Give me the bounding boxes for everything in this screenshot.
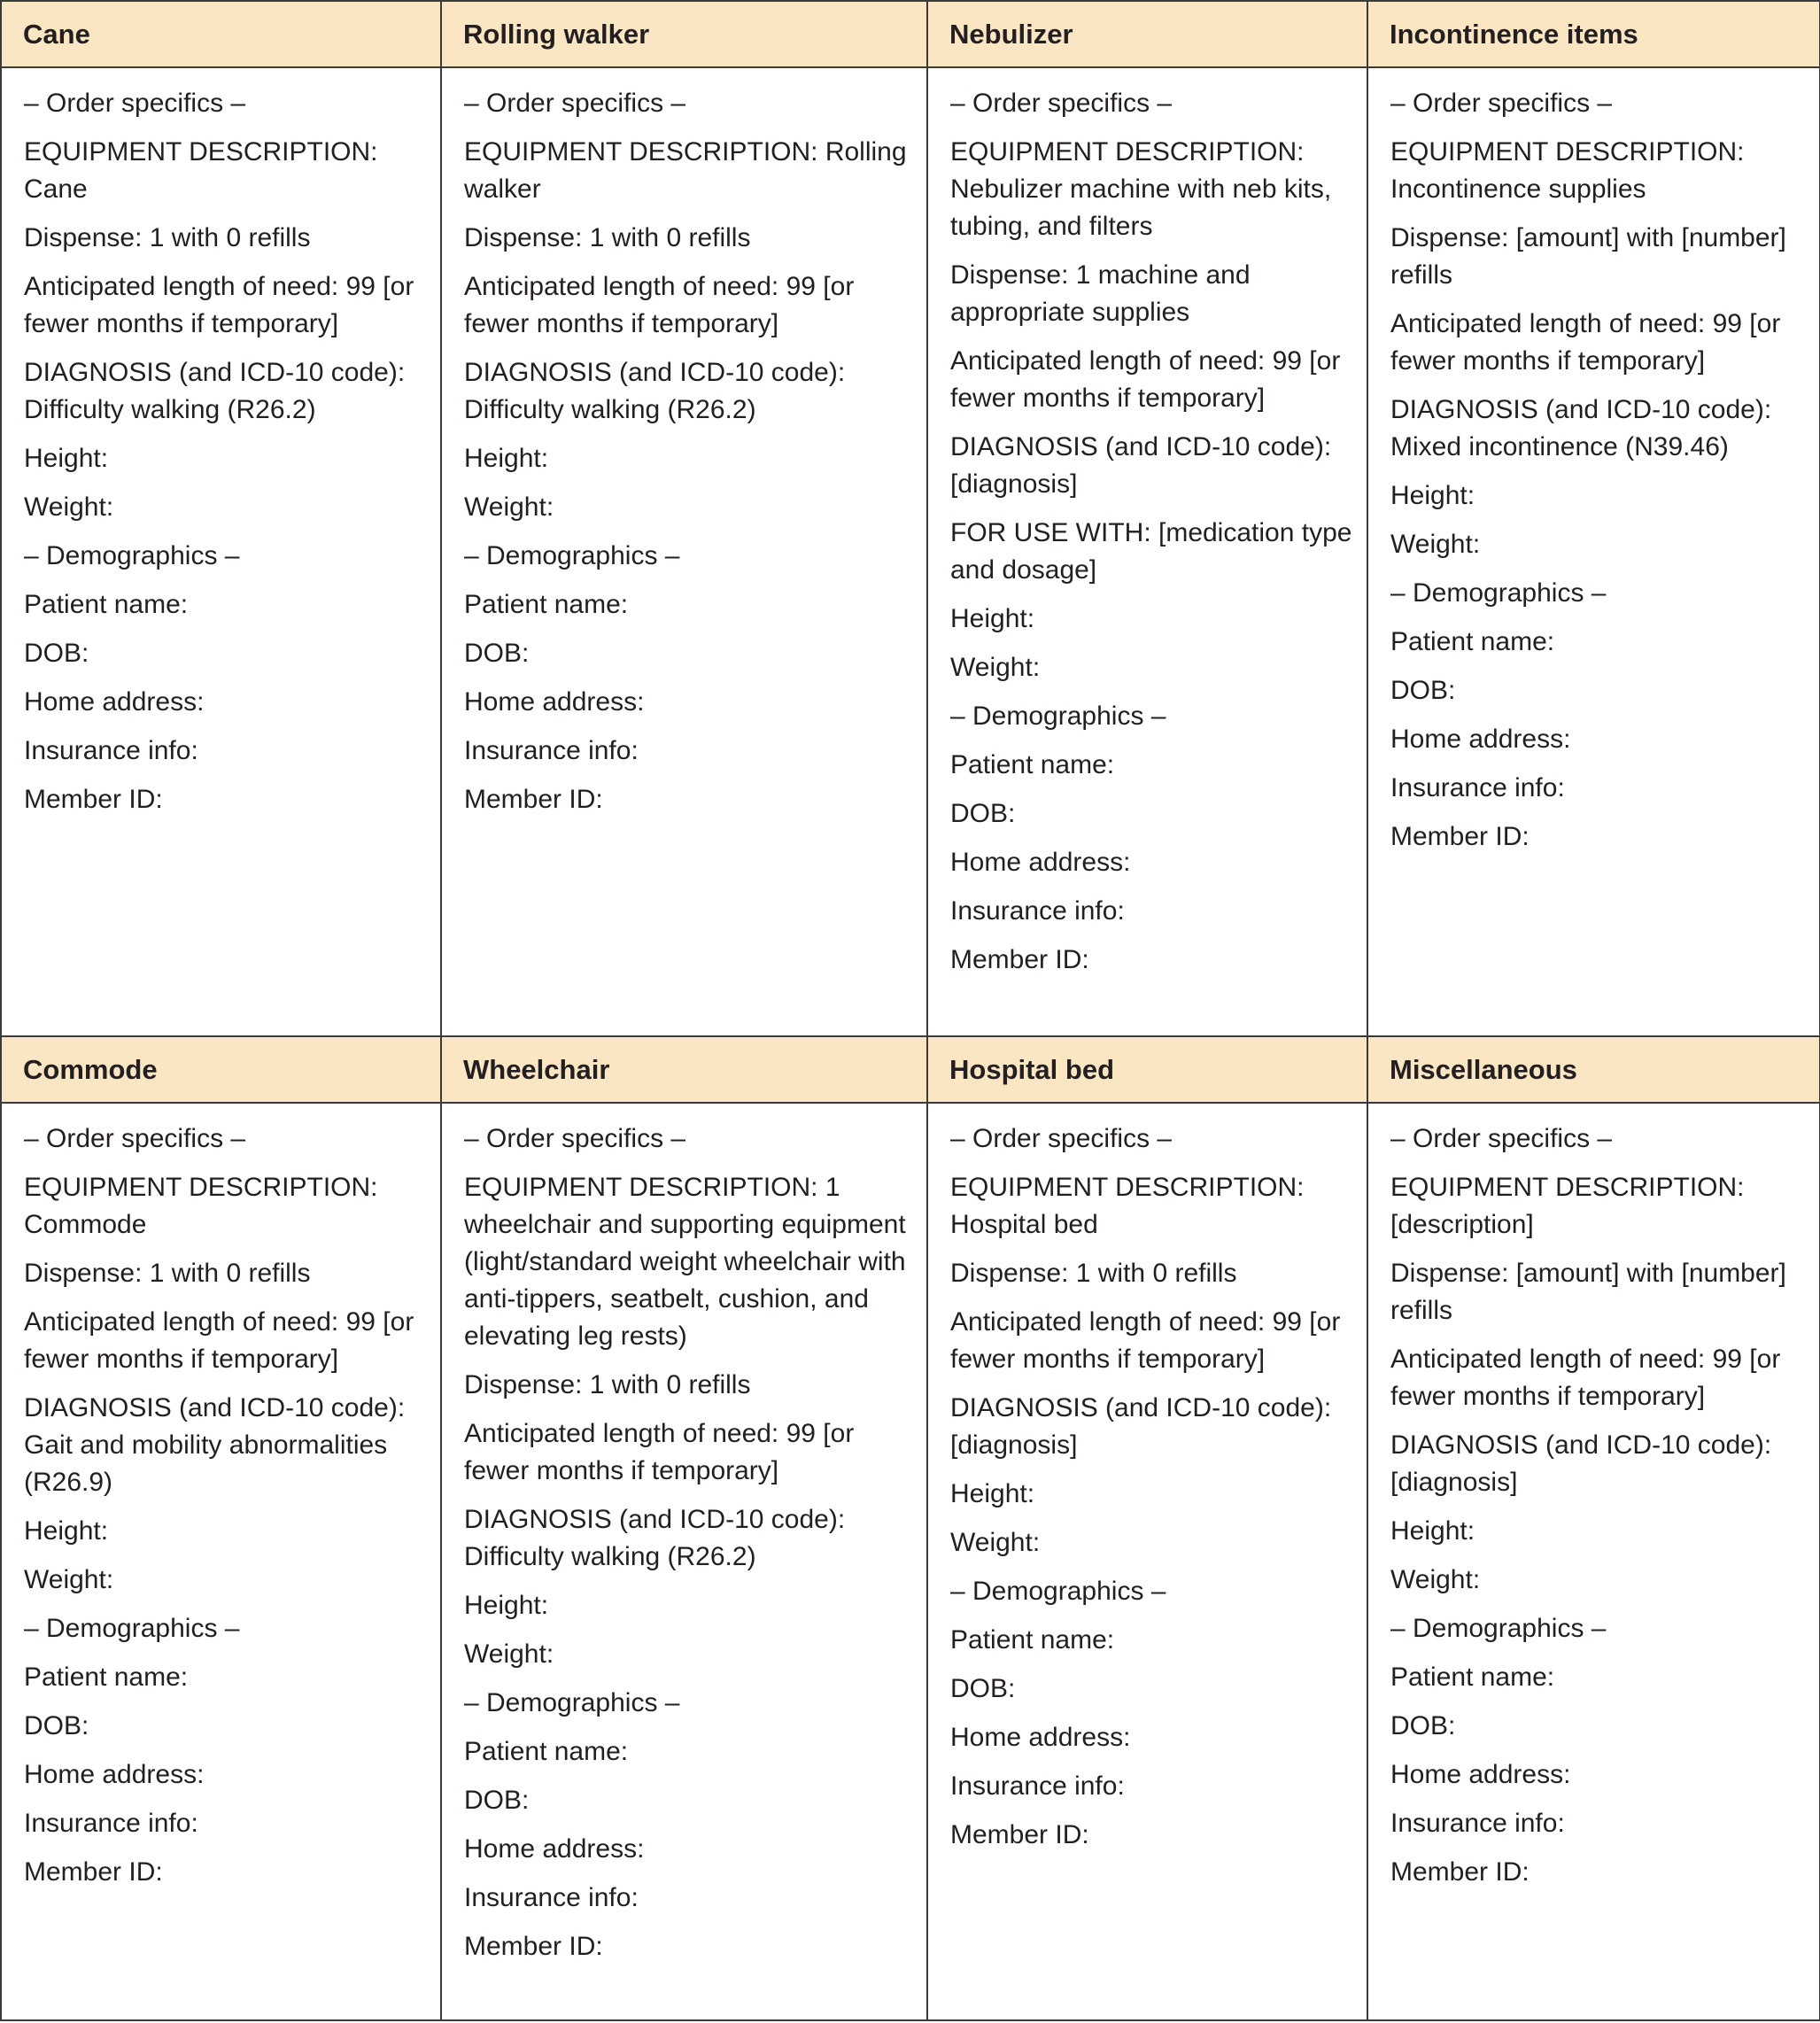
order-field: – Order specifics – [464,1124,686,1153]
header-cane: Cane [1,1,441,67]
order-cell-commode [1,1103,441,2020]
order-field: Weight: [464,492,554,522]
order-field: Member ID: [1390,1857,1530,1887]
order-field: Anticipated length of need: 99 [or fewer months if temporary] [1390,309,1781,376]
order-field: Insurance info: [950,896,1125,926]
order-field: EQUIPMENT DESCRIPTION: Rolling walker [464,137,907,204]
order-field: – Order specifics – [24,1124,246,1153]
order-field: Anticipated length of need: 99 [or fewer months if temporary] [950,1307,1341,1374]
order-field: Patient name: [950,750,1115,779]
header-hospital-bed: Hospital bed [927,1036,1367,1103]
order-field: Dispense: 1 machine and appropriate supplies [950,260,1251,327]
header-row [1,1,1820,67]
order-field: Weight: [24,492,114,522]
order-field: – Order specifics – [24,89,246,118]
order-field: Weight: [950,653,1041,682]
order-field: Patient name: [464,1737,629,1766]
order-field: Patient name: [24,1663,189,1692]
order-field: Patient name: [1390,627,1555,656]
order-field: EQUIPMENT DESCRIPTION: [description] [1390,1173,1745,1239]
order-field: Member ID: [1390,822,1530,851]
order-field: Insurance info: [24,1809,198,1838]
order-cell-wheelchair [441,1103,927,2020]
order-cell-hospital-bed [927,1103,1367,2020]
order-field: EQUIPMENT DESCRIPTION: Cane [24,137,378,204]
order-field: Height: [1390,1516,1475,1546]
order-field: Home address: [950,1723,1131,1752]
order-field: Member ID: [950,945,1089,974]
order-field: Patient name: [24,590,189,619]
order-field: – Demographics – [950,701,1166,731]
order-field: Home address: [24,1760,205,1789]
order-cell-miscellaneous [1367,1103,1820,2020]
order-field: DIAGNOSIS (and ICD-10 code): Gait and mobility abnormalities (R26.9) [24,1393,406,1497]
order-field: Weight: [950,1528,1041,1557]
order-field: EQUIPMENT DESCRIPTION: 1 wheelchair and supporting equipment (light/standard weight wheelchair with anti-tippers, seatbelt, cushion, and elevating leg rests) [464,1173,906,1351]
order-field: Anticipated length of need: 99 [or fewer months if temporary] [24,272,414,338]
order-field: – Demographics – [1390,578,1607,608]
order-field: EQUIPMENT DESCRIPTION: Hospital bed [950,1173,1305,1239]
order-field: – Order specifics – [1390,1124,1613,1153]
order-field: DIAGNOSIS (and ICD-10 code): Difficulty walking (R26.2) [464,358,846,424]
order-field: Home address: [464,1834,645,1864]
order-field: DOB: [464,1786,530,1815]
order-field: EQUIPMENT DESCRIPTION: Nebulizer machine with neb kits, tubing, and filters [950,137,1332,241]
header-nebulizer: Nebulizer [927,1,1367,67]
order-field: DOB: [1390,1711,1456,1740]
order-field: DIAGNOSIS (and ICD-10 code): Mixed incontinence (N39.46) [1390,395,1772,461]
order-field: Height: [464,1591,549,1620]
order-field: DIAGNOSIS (and ICD-10 code): Difficulty walking (R26.2) [464,1505,846,1571]
order-field: Member ID: [464,1932,603,1961]
order-field: – Order specifics – [950,1124,1173,1153]
order-field: Home address: [24,687,205,717]
order-field: Patient name: [1390,1663,1555,1692]
order-field: Home address: [950,848,1131,877]
order-field: – Order specifics – [464,89,686,118]
order-field: Patient name: [464,590,629,619]
order-field: – Demographics – [464,1688,680,1717]
order-field: DOB: [950,799,1016,828]
order-field: Weight: [1390,1565,1481,1594]
order-cell-cane [1,67,441,1036]
header-incontinence-items: Incontinence items [1367,1,1820,67]
header-commode: Commode [1,1036,441,1103]
header-wheelchair: Wheelchair [441,1036,927,1103]
order-field: Dispense: 1 with 0 refills [464,1370,751,1399]
order-cell-rolling-walker [441,67,927,1036]
header-miscellaneous: Miscellaneous [1367,1036,1820,1103]
order-field: DIAGNOSIS (and ICD-10 code): Difficulty walking (R26.2) [24,358,406,424]
order-field: Insurance info: [24,736,198,765]
order-field: Weight: [24,1565,114,1594]
body-row [1,67,1820,1036]
order-field: Height: [24,1516,109,1546]
order-field: Anticipated length of need: 99 [or fewer months if temporary] [24,1307,414,1374]
order-field: DIAGNOSIS (and ICD-10 code): [diagnosis] [950,432,1332,499]
order-field: Home address: [464,687,645,717]
order-field: Home address: [1390,1760,1571,1789]
order-field: Dispense: 1 with 0 refills [24,223,311,252]
order-field: FOR USE WITH: [medication type and dosage] [950,518,1352,585]
order-field: Member ID: [950,1820,1089,1849]
order-field: DOB: [24,1711,89,1740]
order-field: Height: [1390,481,1475,510]
order-field: Weight: [464,1639,554,1669]
order-field: Anticipated length of need: 99 [or fewer months if temporary] [464,1419,855,1485]
order-field: EQUIPMENT DESCRIPTION: Commode [24,1173,378,1239]
order-field: Home address: [1390,725,1571,754]
order-field: EQUIPMENT DESCRIPTION: Incontinence supplies [1390,137,1745,204]
order-cell-incontinence-items [1367,67,1820,1036]
order-field: DOB: [1390,676,1456,705]
order-field: – Demographics – [24,541,240,570]
order-field: DOB: [464,639,530,668]
header-row [1,1036,1820,1103]
order-field: Height: [464,444,549,473]
order-field: Member ID: [24,785,163,814]
order-field: Member ID: [24,1857,163,1887]
order-field: DOB: [950,1674,1016,1703]
order-field: Dispense: [amount] with [number] refills [1390,1259,1786,1325]
order-field: Anticipated length of need: 99 [or fewer months if temporary] [464,272,855,338]
order-field: Insurance info: [1390,773,1565,802]
order-field: Anticipated length of need: 99 [or fewer months if temporary] [1390,1345,1781,1411]
order-field: – Order specifics – [1390,89,1613,118]
order-field: – Demographics – [464,541,680,570]
order-field: Dispense: 1 with 0 refills [464,223,751,252]
order-field: Height: [950,604,1035,633]
order-field: Insurance info: [464,1883,639,1912]
order-field: – Demographics – [24,1614,240,1643]
order-field: Height: [24,444,109,473]
order-field: DIAGNOSIS (and ICD-10 code): [diagnosis] [950,1393,1332,1460]
order-field: Member ID: [464,785,603,814]
order-field: Height: [950,1479,1035,1508]
order-field: – Demographics – [950,1577,1166,1606]
order-field: Patient name: [950,1625,1115,1655]
order-field: Insurance info: [950,1771,1125,1801]
order-field: Dispense: 1 with 0 refills [950,1259,1237,1288]
header-rolling-walker: Rolling walker [441,1,927,67]
body-row [1,1103,1820,2020]
order-field: Anticipated length of need: 99 [or fewer months if temporary] [950,346,1341,413]
order-field: Dispense: 1 with 0 refills [24,1259,311,1288]
order-field: DOB: [24,639,89,668]
order-field: DIAGNOSIS (and ICD-10 code): [diagnosis] [1390,1430,1772,1497]
order-field: – Order specifics – [950,89,1173,118]
order-cell-nebulizer [927,67,1367,1036]
order-field: Weight: [1390,530,1481,559]
order-field: – Demographics – [1390,1614,1607,1643]
order-field: Dispense: [amount] with [number] refills [1390,223,1786,290]
order-field: Insurance info: [464,736,639,765]
order-field: Insurance info: [1390,1809,1565,1838]
